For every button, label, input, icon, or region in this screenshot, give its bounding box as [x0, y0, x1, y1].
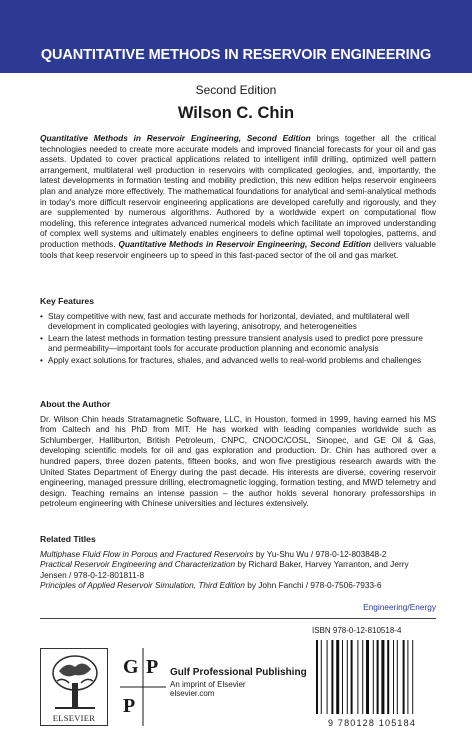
- related-details: by Richard Baker, Harvey Yarranton, and Jerry Jensen / 978-0-12-801811-8: [40, 559, 409, 580]
- related-titles-heading: Related Titles: [40, 534, 96, 544]
- elsevier-logo: [40, 648, 108, 726]
- gpp-logo: [120, 648, 166, 726]
- list-item: • Stay competitive with new, fast and accurate methods for horizontal, deviated, and multilateral well development in complicated geologies with layering, anisotropy, and heterogeneities: [40, 311, 436, 332]
- list-item: • Learn the latest methods in formation testing pressure transient analysis used to predict pore pressure and permeability—important tools for accurate production planning and economic analysis: [40, 333, 436, 354]
- publisher-site: elsevier.com: [170, 689, 215, 698]
- gpp-letter-g: G: [123, 656, 139, 678]
- gpp-publisher-info: [170, 668, 307, 699]
- barcode: [310, 636, 434, 728]
- related-details: by John Fanchi / 978-0-7506-7933-6: [244, 580, 382, 591]
- publisher-name: Gulf Professional Publishing: [170, 667, 307, 678]
- barcode-digits: 9 780128 105184: [327, 718, 417, 728]
- intro-paragraph: [40, 133, 436, 260]
- intro-title-italic: Quantitative Methods in Reservoir Engineering, Second Edition: [40, 133, 311, 143]
- intro-text-2: delivers valuable tools that keep reservoir engineers up to speed in this fast-paced sector of the oil and gas market.: [40, 238, 436, 260]
- title-banner: [0, 0, 472, 73]
- intro-text-1: brings together all the critical technologies needed to create more accurate models and improved financial forecasts for your oil and gas assets. Updated to cover practical applications related to intelligent infill drilling, optimized well pattern arrangement, multilateral well production in reservoirs with complicated geologies, and, importantly, the latest developments in formation testing and mobility prediction, this new edition helps reservoir engineers plan and analyze more effectively. The mathematical foundations for analytical and semi-analytical methods in today's more difficult reservoir engineering applications are developed carefully and rigorously, and they are supplemented by numerous algorithms. Authored by a worldwide expert on computational flow modeling, this reference integrates advanced numerical models which facilitate an improved understanding of complex well systems and ultimately enables engineers to define optimal well topologies, patterns, and production methods.: [40, 133, 436, 249]
- author-name: Wilson C. Chin: [177, 104, 295, 122]
- tree-icon: [49, 653, 101, 711]
- about-author-heading: About the Author: [40, 399, 111, 409]
- key-features-heading: Key Features: [40, 296, 94, 306]
- list-item: [40, 549, 436, 560]
- barcode-icon: [310, 636, 434, 716]
- footer-divider: [40, 618, 436, 619]
- elsevier-wordmark: ELSEVIER: [52, 713, 96, 723]
- gpp-letter-p1: P: [146, 656, 159, 678]
- list-item: • Apply exact solutions for fractures, shales, and advanced wells to real-world problems and challenges: [40, 355, 436, 366]
- gpp-letter-p2: P: [123, 695, 136, 717]
- edition-label: Second Edition: [195, 83, 277, 97]
- intro-title-italic-2: Quantitative Methods in Reservoir Engineering, Second Edition: [118, 238, 371, 249]
- book-title: QUANTITATIVE METHODS IN RESERVOIR ENGINEERING: [40, 47, 432, 63]
- list-item: [40, 559, 436, 580]
- isbn-label: ISBN 978-0-12-810518-4: [312, 626, 402, 635]
- key-features-list: [40, 311, 436, 366]
- related-title: Principles of Applied Reservoir Simulation, Third Edition: [40, 580, 245, 591]
- about-author-section: [40, 399, 436, 509]
- related-title: Multiphase Fluid Flow in Porous and Fractured Reservoirs: [40, 548, 254, 559]
- about-author-text: Dr. Wilson Chin heads Stratamagnetic Software, LLC, in Houston, formed in 1999, having earned his MS from Caltech and his PhD from MIT. He has worked with leading companies worldwide such as Schlumberger, Halliburton, British Petroleum, CNPC, CNOOC/COSL, Sinopec, and GE Oil & Gas, developing scientific models for oil and gas exploration and production. Dr. Chin has authored over a hundred papers, three dozen patents, fifteen books, and won five prestigious research awards with the United States Department of Energy during the past decade. His interests are diverse, covering reservoir engineering, managed pressure drilling, electromagnetic logging, formation testing, and MWD telemetry and design. Teaching remains an intense passion – the author holds several honorary professorships in petroleum engineering with Chinese universities and lectures extensively.: [40, 413, 436, 509]
- list-item: [40, 580, 436, 591]
- related-titles-section: [40, 534, 436, 591]
- category-label: Engineering/Energy: [363, 602, 436, 612]
- key-features-section: [40, 296, 436, 367]
- publisher-imprint: An imprint of Elsevier: [170, 679, 246, 689]
- related-details: by Yu-Shu Wu / 978-0-12-803848-2: [253, 548, 387, 559]
- related-title: Practical Reservoir Engineering and Characterization: [40, 559, 236, 570]
